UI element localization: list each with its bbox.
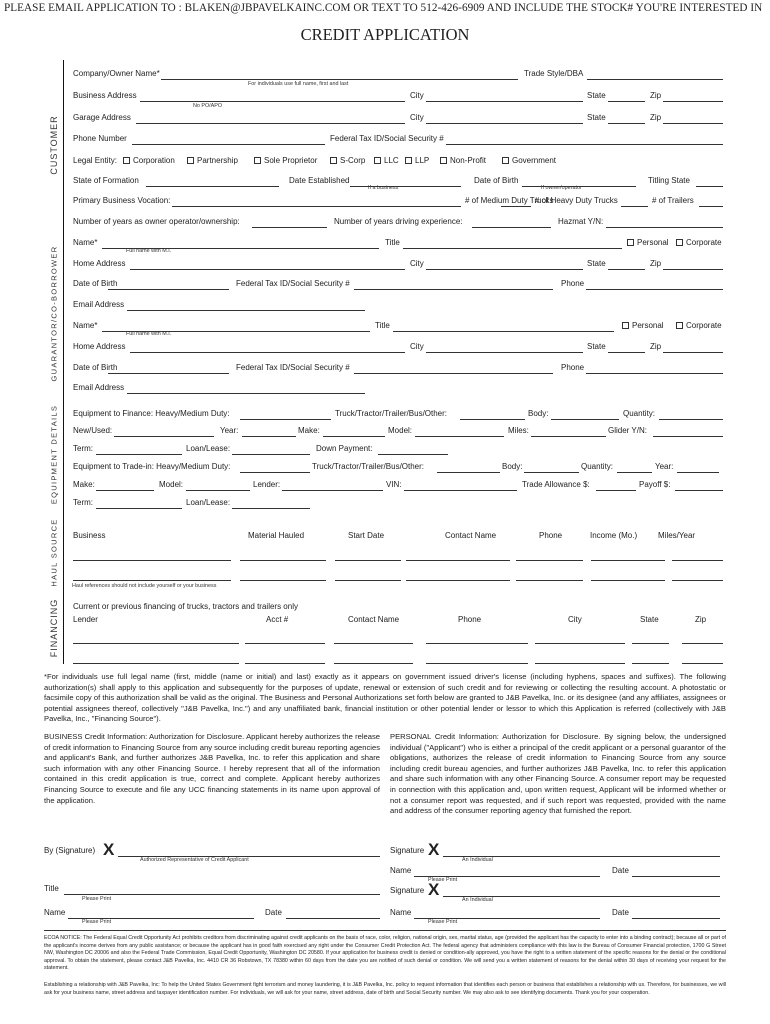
equip-finance-label: Equipment to Finance: Heavy/Medium Duty: [73, 409, 230, 418]
years-driving-field[interactable] [472, 227, 551, 228]
guarantor2-state-field[interactable] [608, 352, 645, 353]
company-owner-label: Company/Owner Name* [73, 69, 160, 78]
please-print-note-4: Please Print [428, 919, 458, 925]
guarantor-dob-label: Date of Birth [73, 279, 118, 288]
trailers-field[interactable] [699, 206, 723, 207]
full-name-mi-note: Full name with M.I. [126, 248, 172, 254]
haul-row2-income[interactable] [591, 580, 665, 581]
personal-name-label-2: Name [390, 908, 412, 917]
guarantor2-home-address-field[interactable] [130, 352, 405, 353]
trade-lender-field[interactable] [282, 490, 383, 491]
haul-row1-start[interactable] [335, 560, 401, 561]
business-address-field[interactable] [140, 101, 405, 102]
equip-model-field[interactable] [415, 436, 504, 437]
garage-city-label: City [410, 113, 424, 122]
section-customer: CUSTOMER [44, 60, 64, 232]
trade-allowance-field[interactable] [596, 490, 636, 491]
trade-make-field[interactable] [96, 490, 154, 491]
personal-authorization: PERSONAL Credit Information: Authorization for Disclosure. By signing below, the undersigned individual ("Applicant") who is either a principal of the credit applicant or a personal guarantor of the obligations, authorizes the release of credit information to Financing Source from any source including credit bureau agencies, and further authorizes J&B Pavelka, Inc. to refer this application and share such information with any other Financing Source. A consumer report may be requested in connection with this application and, upon written request, Applicant will be informed whether or not a consumer report was requested, and if such report was requested, provided with the name and address of the consumer reporting agency that furnished the report. [390, 732, 726, 816]
guarantor-tax-field[interactable] [354, 289, 553, 290]
trade-year-label: Year: [655, 462, 674, 471]
years-owner-label: Number of years as owner operator/ownership: [73, 217, 240, 226]
entity-partnership[interactable]: Partnership [187, 156, 238, 165]
fin-row1-contact[interactable] [334, 643, 413, 644]
guarantor2-email-label: Email Address [73, 383, 125, 392]
checkbox-icon[interactable] [374, 157, 381, 164]
business-title-field[interactable] [64, 894, 380, 895]
section-financing: FINANCING [44, 594, 64, 664]
fin-row2-zip[interactable] [682, 663, 723, 664]
guarantor2-phone-field[interactable] [586, 373, 723, 374]
please-print-note-1: Please Print [82, 896, 112, 902]
trade-model-label: Model: [159, 480, 184, 489]
trailers-label: # of Trailers [652, 196, 694, 205]
state-formation-label: State of Formation [73, 176, 139, 185]
entity-s-corp[interactable]: S-Corp [330, 156, 365, 165]
trade-vin-field[interactable] [404, 490, 517, 491]
guarantor-email-label: Email Address [73, 300, 125, 309]
please-print-note-2: Please Print [82, 919, 112, 925]
equip-down-payment-field[interactable] [378, 454, 448, 455]
medium-trucks-label: # of Medium Duty Trucks [465, 196, 554, 205]
guarantor-phone-field[interactable] [586, 289, 723, 290]
haul-row1-income[interactable] [591, 560, 665, 561]
personal-date-label-2: Date [612, 908, 629, 917]
guarantor2-city-label: City [410, 342, 424, 351]
trade-in-label: Equipment to Trade-in: Heavy/Medium Duty: [73, 462, 231, 471]
fin-row1-state[interactable] [632, 643, 669, 644]
equip-down-payment-label: Down Payment: [316, 444, 373, 453]
if-owner-note: If owner/operator [541, 185, 582, 191]
individual-note-2: An Individual [462, 897, 493, 903]
fin-row1-city[interactable] [535, 643, 625, 644]
section-guarantor: GUARANTOR/CO-BORROWER [44, 232, 64, 397]
fin-row1-zip[interactable] [682, 643, 723, 644]
guarantor-title-label: Title [385, 238, 400, 247]
equip-quantity-label: Quantity: [623, 409, 656, 418]
state-field[interactable] [608, 101, 645, 102]
fin-row1-lender[interactable] [73, 643, 239, 644]
sign-here-x-icon-2: X [428, 840, 440, 859]
guarantor2-dob-label: Date of Birth [73, 363, 118, 372]
checkbox-icon[interactable] [676, 322, 683, 329]
guarantor-name-label: Name* [73, 238, 98, 247]
ecoa-notice: ECOA NOTICE: The Federal Equal Credit Opportunity Act prohibits creditors from discriminating against credit applicants on the basis of race, color, religion, national origin, sex, marital status, age (provided the applicant has the capacity to enter into a binding contract); because all or part of the applicant's income derives from any public assistance; or because the applicant has in good faith exercised any right under the Consumer Credit Protection Act. The federal agency that administers compliance with this law is the Bureau of Consumer Financial protection, 1700 G Street NW, Washington DC 20006 and also the Federal Trade Commission, Equal Credit Opportunity, Washington DC 20580. If your application for business credit is denied or condition-ally approved, you have the right to a written statement of the specific reasons for the denial or the conditional approval. To obtain the statement, please contact J&B Pavelka, Inc. 4410 CR 36 Robstown, TX 78380 within 60 days from the date you are notified of such denial or condition. We will send you a written statement of reasons for the denial within 30 days of receiving your request for the statement. [44, 935, 726, 972]
guarantor2-email-field[interactable] [127, 393, 365, 394]
haul-row1-phone[interactable] [516, 560, 583, 561]
primary-vocation-label: Primary Business Vocation: [73, 196, 171, 205]
trade-body-label: Body: [502, 462, 523, 471]
checkbox-icon[interactable] [440, 157, 447, 164]
business-date-field[interactable] [286, 918, 380, 919]
sign-here-x-icon-3: X [428, 880, 440, 899]
equip-year-label: Year: [220, 426, 239, 435]
equip-miles-field[interactable] [531, 436, 606, 437]
haul-row2-start[interactable] [335, 580, 401, 581]
legal-disclosure: *For individuals use full legal name (first, middle (name or initial) and last) exactly as it appears on government issued driver's license (including hyphens, spaces and suffixes). The following authorization(s) shall apply to this application and subsequently for the purposes of update, renewal or extension of such credit and for reviewing or collecting the resulting account. A photostatic or facsimile copy of this authorization shall be valid as the original. The Business and Personal Authorizations set forth below are granted to J&B Pavelka, Inc. or its designee (and any affiliates, assignees or potential assignees thereof, collectively "J&B Pavelka, Inc.") and any unaffiliated bank, financial institution or other potential lender or lessor to which this Application is referred (collectively with J&B Pavelka, Inc., "Financing Source"). [44, 672, 726, 724]
guarantor-phone-label: Phone [561, 279, 585, 288]
fin-col-phone: Phone [458, 615, 482, 624]
trade-body-field[interactable] [524, 472, 579, 473]
entity-llp[interactable]: LLP [405, 156, 429, 165]
haul-col-phone: Phone [539, 531, 563, 540]
auth-rep-note: Authorized Representative of Credit Applicant [140, 857, 249, 863]
guarantor2-home-address-label: Home Address [73, 342, 126, 351]
guarantor-personal[interactable]: Personal [627, 238, 669, 247]
page-title: CREDIT APPLICATION [300, 25, 470, 44]
phone-number-field[interactable] [132, 144, 325, 145]
trade-model-field[interactable] [186, 490, 250, 491]
business-title-label: Title [44, 884, 59, 893]
checkbox-icon[interactable] [254, 157, 261, 164]
guarantor2-zip-field[interactable] [663, 352, 723, 353]
guarantor-city-label: City [410, 259, 424, 268]
header-instructions: PLEASE EMAIL APPLICATION TO : BLAKEN@JBPAVELKAINC.COM OR TEXT TO 512-426-6909 AND INCLUDE THE STOCK# YOU'RE INTERESTED IN [4, 2, 763, 14]
equip-glider-field[interactable] [653, 436, 723, 437]
equip-make-field[interactable] [323, 436, 385, 437]
titling-state-label: Titling State [648, 176, 690, 185]
trade-vin-label: VIN: [386, 480, 402, 489]
payoff-label: Payoff $: [639, 480, 671, 489]
checkbox-icon[interactable] [123, 157, 130, 164]
equip-body-field[interactable] [551, 419, 619, 420]
state-label: State [587, 91, 606, 100]
fin-row2-lender[interactable] [73, 663, 239, 664]
city-label: City [410, 91, 424, 100]
equip-quantity-field[interactable] [659, 419, 723, 420]
equip-glider-label: Glider Y/N: [608, 426, 647, 435]
equip-term-field[interactable] [96, 454, 182, 455]
guarantor-state-label: State [587, 259, 606, 268]
trade-make-label: Make: [73, 480, 95, 489]
personal-date-label: Date [612, 866, 629, 875]
entity-corporation[interactable]: Corporation [123, 156, 175, 165]
guarantor-zip-field[interactable] [663, 269, 723, 270]
haul-col-business: Business [73, 531, 106, 540]
trade-loan-lease-field[interactable] [232, 508, 310, 509]
personal-signature-label-2: Signature [390, 886, 425, 895]
business-date-label: Date [265, 908, 282, 917]
trade-qty-field[interactable] [617, 472, 652, 473]
checkbox-icon[interactable] [627, 239, 634, 246]
footer-divider [44, 930, 726, 931]
equip-new-used-label: New/Used: [73, 426, 113, 435]
haul-row2-phone[interactable] [516, 580, 583, 581]
fin-row1-phone[interactable] [426, 643, 528, 644]
financing-intro: Current or previous financing of trucks, tractors and trailers only [73, 602, 298, 611]
haul-col-income: Income (Mo.) [590, 531, 638, 540]
titling-state-field[interactable] [696, 186, 723, 187]
guarantor-dob-field[interactable] [108, 289, 229, 290]
entity-llc[interactable]: LLC [374, 156, 399, 165]
equip-model-label: Model: [388, 426, 413, 435]
haul-row2-material[interactable] [240, 580, 326, 581]
date-established-field[interactable] [350, 186, 461, 187]
guarantor-corporate[interactable]: Corporate [676, 238, 722, 247]
haul-row1-business[interactable] [73, 560, 231, 561]
date-established-label: Date Established [289, 176, 350, 185]
primary-vocation-field[interactable] [172, 206, 461, 207]
personal-date-field-2[interactable] [632, 918, 720, 919]
checkbox-icon[interactable] [676, 239, 683, 246]
guarantor2-city-field[interactable] [426, 352, 583, 353]
years-owner-field[interactable] [252, 227, 327, 228]
city-field[interactable] [426, 101, 583, 102]
guarantor-home-address-label: Home Address [73, 259, 126, 268]
haul-col-miles: Miles/Year [658, 531, 696, 540]
haul-row1-miles[interactable] [672, 560, 723, 561]
garage-zip-label: Zip [650, 113, 662, 122]
guarantor-home-address-field[interactable] [130, 269, 405, 270]
equip-truck-field[interactable] [460, 419, 525, 420]
business-authorization: BUSINESS Credit Information: Authorization for Disclosure. Applicant hereby authorizes the release of credit information to Financing Source from any source including credit bureau reporting agencies and applicant's Bank, and further authorizes J&B Pavelka, Inc. to refer this application and share such information with any other Financing Source. I hereby represent that all of the information contained in this credit application is true, correct and complete. Applicant hereby authorizes Financing Source to execute and file any UCC financing statements in its name upon approval of the application. [44, 732, 380, 805]
garage-state-field[interactable] [608, 123, 645, 124]
garage-zip-field[interactable] [663, 123, 723, 124]
guarantor-title-field[interactable] [403, 248, 622, 249]
guarantor2-name-label: Name* [73, 321, 98, 330]
no-po-note: No PO/APO [193, 103, 223, 109]
full-name-note: For individuals use full name, first and last [248, 81, 349, 87]
guarantor-state-field[interactable] [608, 269, 645, 270]
guarantor2-phone-label: Phone [561, 363, 585, 372]
trade-term-label: Term: [73, 498, 93, 507]
guarantor2-tax-field[interactable] [354, 373, 553, 374]
haul-col-material: Material Hauled [248, 531, 305, 540]
trade-qty-label: Quantity: [581, 462, 614, 471]
if-business-note: If a business [368, 185, 399, 191]
fin-row2-city[interactable] [535, 663, 625, 664]
equip-year-field[interactable] [242, 436, 296, 437]
guarantor2-tax-label: Federal Tax ID/Social Security # [236, 363, 350, 372]
trade-style-label: Trade Style/DBA [524, 69, 584, 78]
trade-in-field[interactable] [240, 472, 310, 473]
guarantor-city-field[interactable] [426, 269, 583, 270]
trade-lender-label: Lender: [253, 480, 281, 489]
fin-row2-contact[interactable] [334, 663, 413, 664]
zip-label: Zip [650, 91, 662, 100]
trade-term-field[interactable] [96, 508, 182, 509]
checkbox-icon[interactable] [502, 157, 509, 164]
patriot-notice: Establishing a relationship with J&B Pavelka, Inc: To help the United States Government fight terrorism and money laundering, it is J&B Pavelka, Inc. policy to request information that identifies each person or business that establishes a relationship with us. Therefore, for businesses, we will ask for your business name, street address and taxpayer identification number. For individuals, we will ask for your name, street address, date of birth and Social Security number. We may also ask to see identifying documents. Thank you for your cooperation. [44, 982, 726, 996]
checkbox-icon[interactable] [622, 322, 629, 329]
years-driving-label: Number of years driving experience: [334, 217, 463, 226]
haul-col-start-date: Start Date [348, 531, 385, 540]
company-owner-field[interactable] [161, 79, 518, 80]
fin-row1-acct[interactable] [245, 643, 325, 644]
garage-address-field[interactable] [136, 123, 405, 124]
heavy-trucks-label: # of Heavy Duty Trucks [535, 196, 618, 205]
trade-style-field[interactable] [587, 79, 723, 80]
hazmat-field[interactable] [606, 227, 723, 228]
haul-row2-contact[interactable] [406, 580, 510, 581]
guarantor2-title-field[interactable] [393, 331, 614, 332]
equip-body-label: Body: [528, 409, 549, 418]
trade-truck-field[interactable] [437, 472, 500, 473]
business-address-label: Business Address [73, 91, 137, 100]
fin-col-acct: Acct # [266, 615, 289, 624]
guarantor2-personal[interactable]: Personal [622, 321, 664, 330]
federal-tax-field[interactable] [446, 144, 723, 145]
haul-row2-miles[interactable] [672, 580, 723, 581]
personal-date-field[interactable] [632, 876, 720, 877]
guarantor-tax-label: Federal Tax ID/Social Security # [236, 279, 350, 288]
hazmat-label: Hazmat Y/N: [558, 217, 604, 226]
fin-col-lender: Lender [73, 615, 98, 624]
haul-row1-material[interactable] [240, 560, 326, 561]
date-birth-label: Date of Birth [474, 176, 519, 185]
phone-number-label: Phone Number [73, 134, 127, 143]
federal-tax-label: Federal Tax ID/Social Security # [330, 134, 444, 143]
entity-government[interactable]: Government [502, 156, 556, 165]
guarantor2-corporate[interactable]: Corporate [676, 321, 722, 330]
equip-term-label: Term: [73, 444, 93, 453]
section-equipment: EQUIPMENT DETAILS [44, 397, 64, 514]
garage-address-label: Garage Address [73, 113, 131, 122]
medium-trucks-field[interactable] [501, 206, 531, 207]
state-formation-field[interactable] [146, 186, 279, 187]
fin-row2-phone[interactable] [426, 663, 528, 664]
by-signature-label: By (Signature) [44, 846, 96, 855]
checkbox-icon[interactable] [405, 157, 412, 164]
full-name-mi-note-2: Full name with M.I. [126, 331, 172, 337]
sign-here-x-icon: X [103, 840, 115, 859]
equip-miles-label: Miles: [508, 426, 529, 435]
trade-year-field[interactable] [677, 472, 719, 473]
equip-truck-label: Truck/Tractor/Trailer/Bus/Other: [335, 409, 448, 418]
zip-field[interactable] [663, 101, 723, 102]
payoff-field[interactable] [675, 490, 723, 491]
guarantor2-state-label: State [587, 342, 606, 351]
individual-note-1: An Individual [462, 857, 493, 863]
garage-state-label: State [587, 113, 606, 122]
guarantor2-zip-label: Zip [650, 342, 662, 351]
checkbox-icon[interactable] [187, 157, 194, 164]
guarantor-zip-label: Zip [650, 259, 662, 268]
haul-row2-business[interactable] [73, 580, 231, 581]
heavy-trucks-field[interactable] [621, 206, 648, 207]
trade-allowance-label: Trade Allowance $: [522, 480, 590, 489]
equip-new-used-field[interactable] [114, 436, 214, 437]
fin-col-contact: Contact Name [348, 615, 400, 624]
equip-finance-field[interactable] [240, 419, 331, 420]
equip-loan-lease-label: Loan/Lease: [186, 444, 231, 453]
fin-col-city: City [568, 615, 582, 624]
haul-col-contact: Contact Name [445, 531, 497, 540]
guarantor-email-field[interactable] [127, 310, 365, 311]
business-name-label: Name [44, 908, 66, 917]
fin-col-state: State [640, 615, 659, 624]
equip-make-label: Make: [298, 426, 320, 435]
please-print-note-3: Please Print [428, 877, 458, 883]
legal-entity-label: Legal Entity: [73, 156, 118, 165]
checkbox-icon[interactable] [330, 157, 337, 164]
fin-row2-acct[interactable] [245, 663, 325, 664]
guarantor2-dob-field[interactable] [108, 373, 229, 374]
fin-row2-state[interactable] [632, 663, 669, 664]
personal-signature-label: Signature [390, 846, 425, 855]
personal-name-label: Name [390, 866, 412, 875]
garage-city-field[interactable] [426, 123, 583, 124]
trade-loan-lease-label: Loan/Lease: [186, 498, 231, 507]
entity-non-profit[interactable]: Non-Profit [440, 156, 486, 165]
trade-truck-label: Truck/Tractor/Trailer/Bus/Other: [312, 462, 425, 471]
haul-note: Haul references should not include yourself or your business [72, 583, 217, 589]
guarantor2-title-label: Title [375, 321, 390, 330]
section-haul: HAUL SOURCE [44, 514, 64, 594]
fin-col-zip: Zip [695, 615, 707, 624]
haul-row1-contact[interactable] [406, 560, 510, 561]
equip-loan-lease-field[interactable] [232, 454, 310, 455]
entity-sole-proprietor[interactable]: Sole Proprietor [254, 156, 317, 165]
